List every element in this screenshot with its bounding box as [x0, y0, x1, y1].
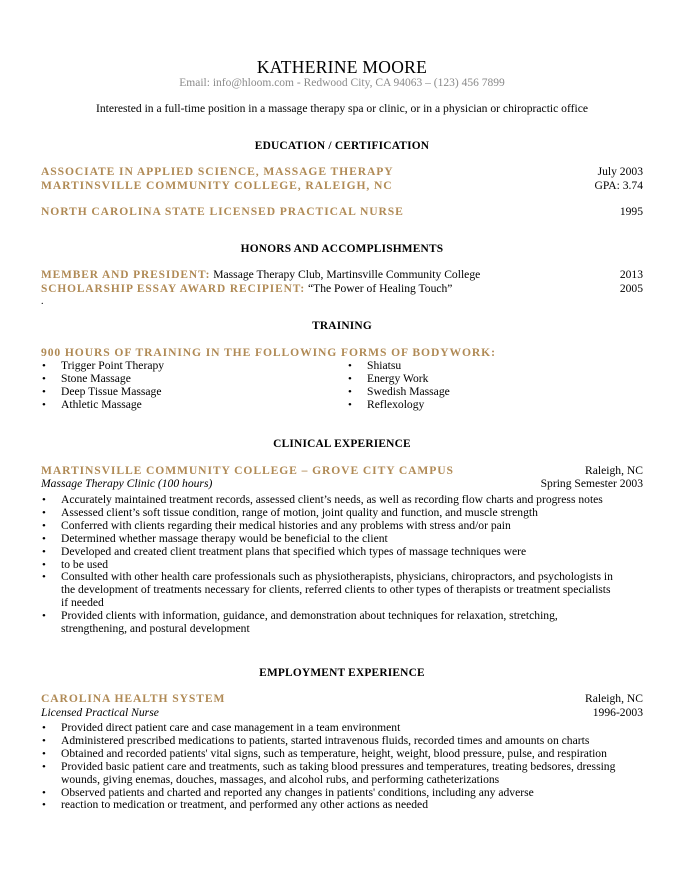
bullet-icon: •: [42, 519, 46, 532]
bullet-icon: •: [42, 799, 46, 812]
list-item-text: the development of treatments necessary for clients, referred clients to other types of therapists or treatment specialists: [61, 583, 611, 597]
bullet-icon: •: [348, 398, 352, 411]
honor-label: SCHOLARSHIP ESSAY AWARD RECIPIENT:: [41, 283, 306, 295]
list-item: [41, 761, 615, 787]
bullet-icon: •: [42, 494, 46, 506]
list-item-text: Conferred with clients regarding their medical histories and any problems with stress and/or pain: [61, 518, 511, 532]
bullet-icon: •: [42, 506, 46, 519]
employment-employer: CAROLINA HEALTH SYSTEM: [41, 692, 226, 705]
list-item-text: Energy Work: [367, 371, 429, 385]
bullet-icon: •: [348, 360, 352, 372]
list-item: [41, 799, 615, 812]
section-heading-training: TRAINING: [312, 320, 372, 332]
stray-mark: .: [41, 296, 44, 307]
bullet-icon: •: [42, 398, 46, 411]
list-item-text: Provided basic patient care and treatments, such as taking blood pressures and temperatures, treating bedsores, dressing: [61, 759, 616, 773]
list-item-text: to be used: [61, 557, 109, 571]
list-item-text: wounds, giving enemas, douches, massages, and alcohol rubs, and performing catheterizations: [61, 772, 500, 786]
honor-text: “The Power of Healing Touch”: [305, 282, 453, 295]
list-item-text: Observed patients and charted and reported any changes in patients' conditions, including any adverse: [61, 785, 534, 799]
list-item-text: Stone Massage: [61, 371, 131, 385]
honor-year: 2013: [619, 268, 643, 281]
clinical-employer: MARTINSVILLE COMMUNITY COLLEGE – GROVE CITY CAMPUS: [41, 464, 454, 477]
employment-dates: 1996-2003: [592, 706, 643, 719]
list-item-text: Obtained and recorded patients' vital signs, such as temperature, height, weight, blood pressure, pulse, and respiration: [61, 746, 607, 760]
list-item-text: if needed: [61, 596, 104, 610]
bullet-icon: •: [42, 734, 46, 747]
list-item-text: Provided direct patient care and case management in a team environment: [61, 721, 401, 734]
list-item-text: Shiatsu: [367, 359, 402, 372]
section-heading-honors: HONORS AND ACCOMPLISHMENTS: [240, 243, 444, 255]
list-item-text: Consulted with other health care professionals such as physiotherapists, physicians, chiropractors, and psychologists in: [61, 570, 613, 584]
bullet-icon: •: [42, 372, 46, 385]
license-year: 1995: [619, 205, 643, 218]
honor-year: 2005: [619, 282, 643, 295]
list-item-text: Reflexology: [367, 397, 425, 411]
section-heading-education: EDUCATION / CERTIFICATION: [254, 140, 430, 152]
training-subheading: 900 HOURS OF TRAINING IN THE FOLLOWING FORMS OF BODYWORK:: [41, 346, 496, 359]
bullet-icon: •: [42, 722, 46, 734]
list-item-text: Assessed client’s soft tissue condition, range of motion, joint quality and function, and muscle strength: [61, 505, 538, 519]
list-item-text: Administered prescribed medications to patients, started intravenous fluids, recorded times and amounts on charts: [61, 733, 590, 747]
section-heading-employment: EMPLOYMENT EXPERIENCE: [259, 667, 425, 679]
employment-location: Raleigh, NC: [585, 692, 643, 705]
list-item: [41, 399, 164, 412]
degree-date: July 2003: [597, 165, 643, 178]
clinical-duties: [41, 494, 613, 636]
list-item: [41, 571, 613, 610]
clinical-role: Massage Therapy Clinic (100 hours): [41, 477, 213, 490]
list-item-text: Provided clients with information, guidance, and demonstration about techniques for relaxation, stretching,: [61, 609, 558, 623]
honor-text: Massage Therapy Club, Martinsville Community College: [210, 268, 481, 281]
training-list-left: [41, 360, 164, 412]
list-item: [347, 399, 450, 412]
list-item-text: Determined whether massage therapy would be beneficial to the client: [61, 531, 388, 545]
list-item-text: Trigger Point Therapy: [61, 359, 165, 372]
bullet-icon: •: [42, 571, 46, 584]
bullet-icon: •: [348, 372, 352, 385]
employment-role: Licensed Practical Nurse: [41, 706, 159, 719]
list-item-text: strengthening, and postural development: [61, 622, 250, 636]
bullet-icon: •: [42, 760, 46, 773]
candidate-name: KATHERINE MOORE: [256, 57, 428, 77]
honor-label: MEMBER AND PRESIDENT:: [41, 269, 211, 281]
bullet-icon: •: [42, 747, 46, 760]
bullet-icon: •: [42, 545, 46, 558]
objective-statement: Interested in a full-time position in a massage therapy spa or clinic, or in a physician or chiropractic office: [95, 102, 589, 115]
list-item-text: Accurately maintained treatment records, assessed client’s needs, as well as recording flow charts and progress notes: [61, 493, 603, 506]
honor-item: [41, 282, 452, 295]
degree-title: ASSOCIATE IN APPLIED SCIENCE, MASSAGE THERAPY: [41, 165, 394, 178]
list-item-text: Developed and created client treatment plans that specified which types of massage techniques were: [61, 544, 527, 558]
clinical-dates: Spring Semester 2003: [540, 477, 643, 490]
list-item-text: reaction to medication or treatment, and performed any other actions as needed: [61, 798, 428, 812]
list-item-text: Deep Tissue Massage: [61, 384, 162, 398]
bullet-icon: •: [42, 786, 46, 799]
honor-item: [41, 268, 480, 281]
school-name: MARTINSVILLE COMMUNITY COLLEGE, RALEIGH, NC: [41, 179, 393, 192]
clinical-location: Raleigh, NC: [585, 464, 643, 477]
bullet-icon: •: [42, 558, 46, 571]
employment-duties: [41, 722, 615, 812]
list-item-text: Swedish Massage: [367, 384, 450, 398]
list-item: [41, 610, 613, 636]
bullet-icon: •: [42, 610, 46, 623]
list-item: [41, 546, 613, 559]
license-title: NORTH CAROLINA STATE LICENSED PRACTICAL NURSE: [41, 205, 404, 218]
bullet-icon: •: [348, 385, 352, 398]
list-item-text: Athletic Massage: [61, 397, 142, 411]
bullet-icon: •: [42, 385, 46, 398]
training-list-right: [347, 360, 450, 412]
bullet-icon: •: [42, 360, 46, 372]
gpa: GPA: 3.74: [594, 179, 643, 192]
bullet-icon: •: [42, 532, 46, 545]
section-heading-clinical: CLINICAL EXPERIENCE: [273, 438, 411, 450]
contact-line: Email: info@hloom.com - Redwood City, CA 94063 – (123) 456 7899: [179, 77, 505, 89]
